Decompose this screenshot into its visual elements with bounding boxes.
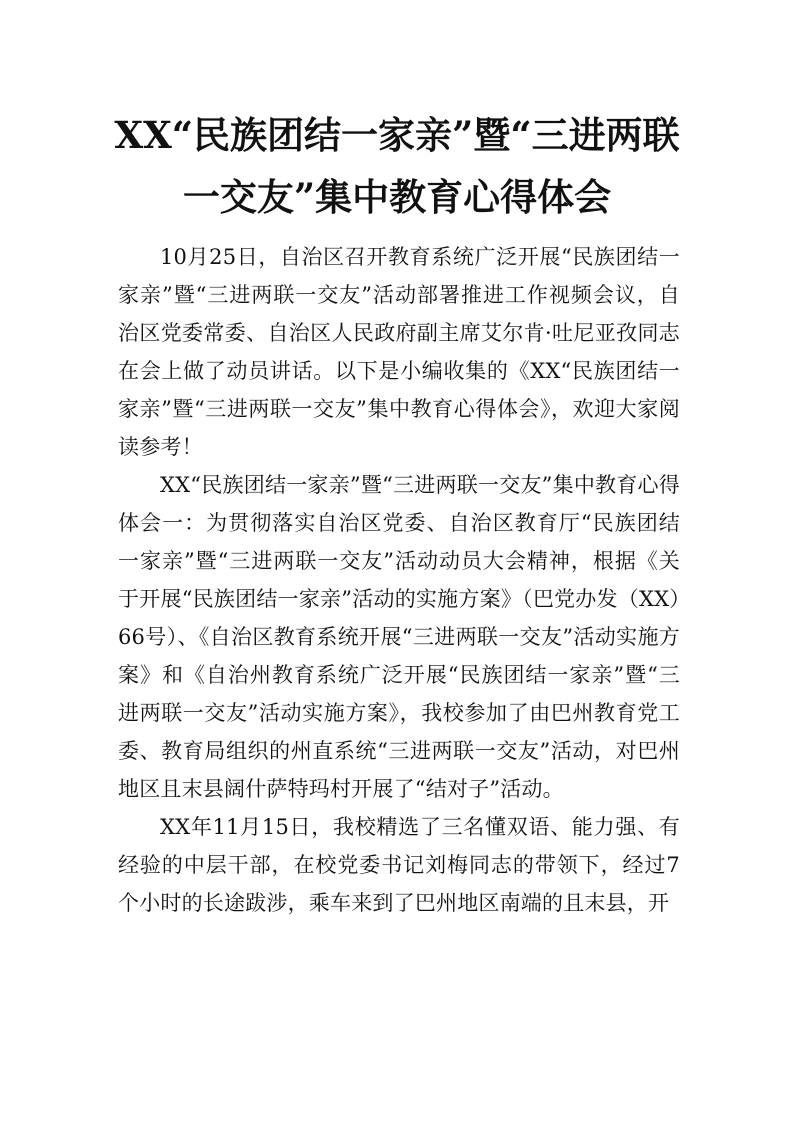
title-line-1: XX“民族团结一家亲”暨“三进两联 (114, 113, 680, 157)
document-body (118, 238, 680, 922)
title-line-2: 一交友”集中教育心得体会 (182, 175, 612, 219)
paragraph-3: XX年11月15日，我校精选了三名懂双语、能力强、有经验的中层干部，在校党委书记刘梅同志的带领下，经过7个小时的长途跋涉，乘车来到了巴州地区南端的且末县，开 (118, 815, 680, 915)
paragraph-2: XX“民族团结一家亲”暨“三进两联一交友”集中教育心得体会一：为贯彻落实自治区党委、自治区教育厅“民族团结一家亲”暨“三进两联一交友”活动动员大会精神，根据《关于开展“民族团结一家亲”活动的实施方案》（巴党办发（XX）66号）、《自治区教育系统开展“三进两联一交友”活动实施方案》和《自治州教育系统广泛开展“民族团结一家亲”暨“三进两联一交友”活动实施方案》，我校参加了由巴州教育党工委、教育局组织的州直系统“三进两联一交友”活动，对巴州地区且末县阔什萨特玛村开展了“结对子”活动。 (118, 473, 680, 801)
paragraph-1: 10月25日，自治区召开教育系统广泛开展“民族团结一家亲”暨“三进两联一交友”活动部署推进工作视频会议，自治区党委常委、自治区人民政府副主席艾尔肯·吐尼亚孜同志在会上做了动员讲话。以下是小编收集的《XX“民族团结一家亲”暨“三进两联一交友”集中教育心得体会》，欢迎大家阅读参考！ (118, 245, 680, 459)
document-title (100, 104, 694, 228)
